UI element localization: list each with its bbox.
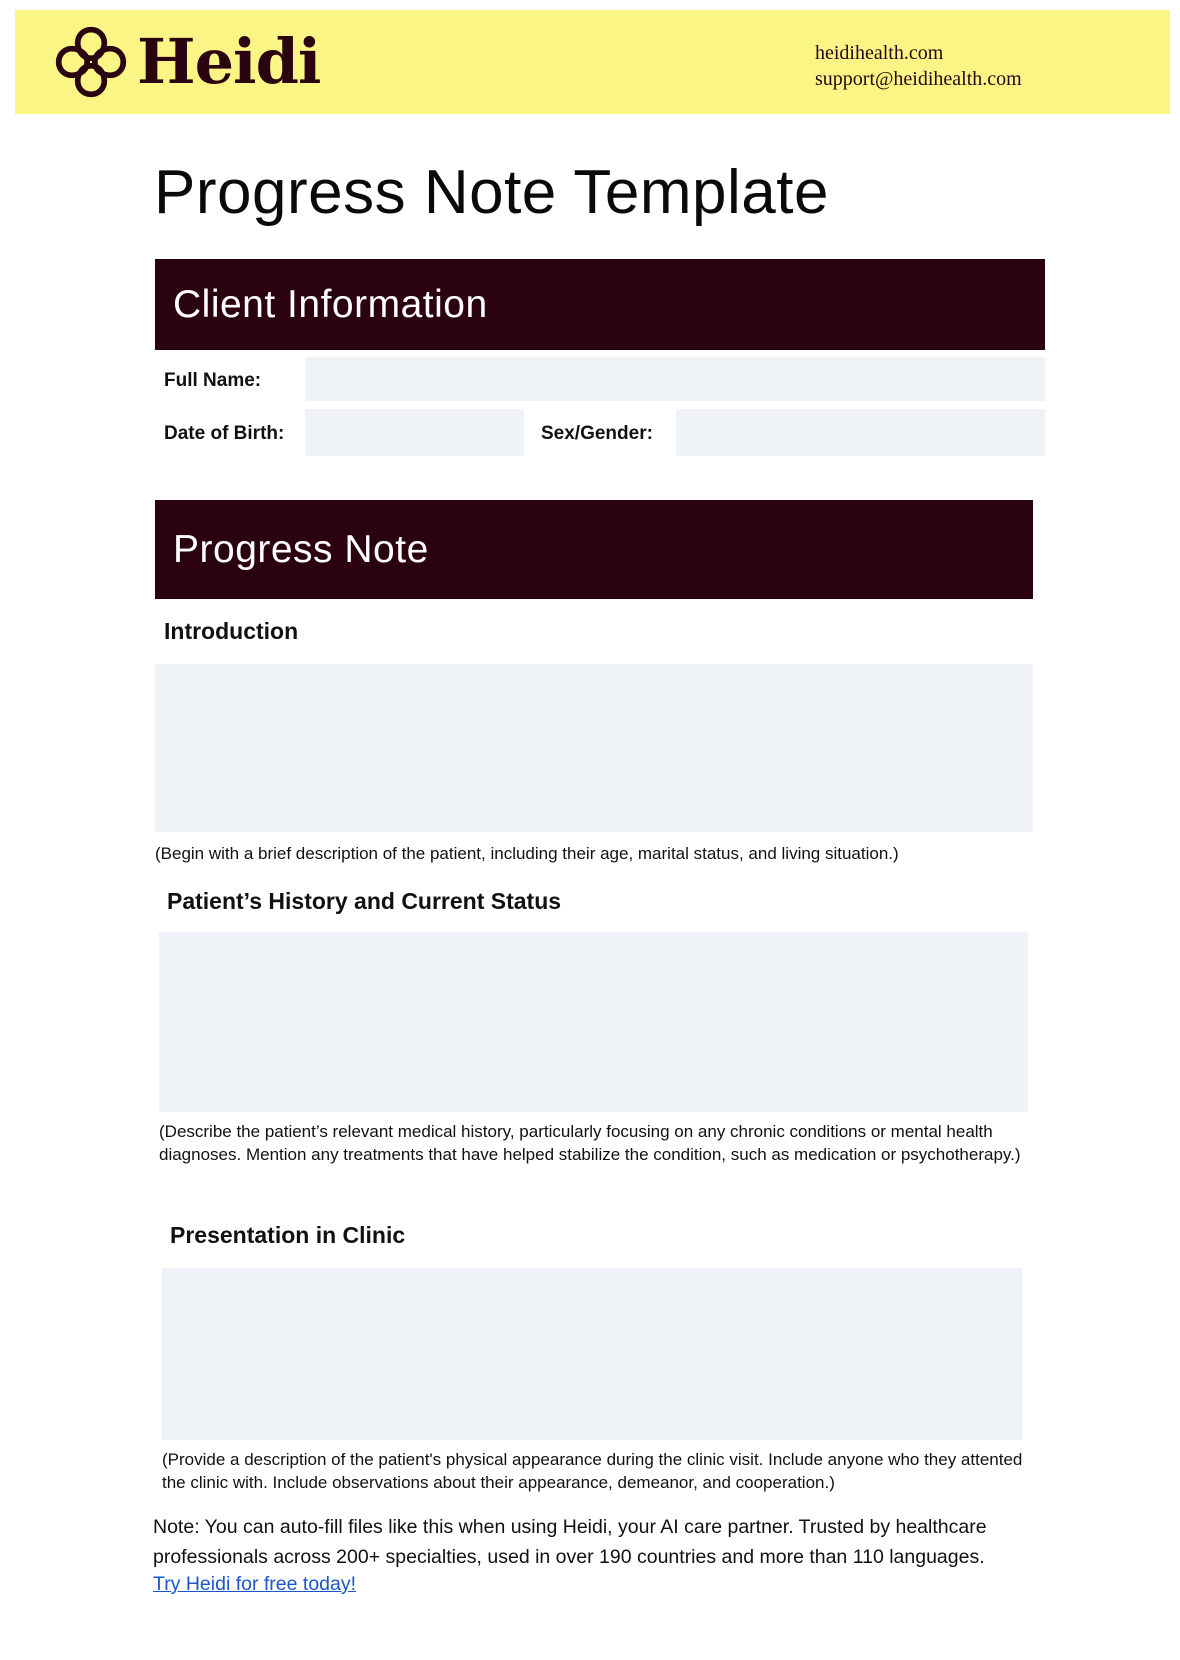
progress-note-heading: Progress Note <box>173 527 429 571</box>
presentation-field[interactable] <box>162 1268 1022 1440</box>
brand-name: Heidi <box>137 25 321 98</box>
introduction-heading: Introduction <box>164 618 299 644</box>
support-email-link[interactable]: support@heidihealth.com <box>815 68 1022 90</box>
full-name-field[interactable] <box>305 357 1045 401</box>
full-name-label: Full Name: <box>164 370 262 391</box>
date-of-birth-label: Date of Birth: <box>164 423 285 444</box>
presentation-hint: (Provide a description of the patient's physical appearance during the clinic visit. Include anyone who they attented the clinic with. Include observations about their appearance, demeanor, and cooperation.) <box>162 1450 1023 1492</box>
heidi-quatrefoil-icon <box>53 24 129 100</box>
sex-gender-label: Sex/Gender: <box>541 423 653 444</box>
contact-info <box>815 40 1022 92</box>
presentation-heading: Presentation in Clinic <box>170 1222 406 1248</box>
website-link[interactable]: heidihealth.com <box>815 42 944 64</box>
client-information-header <box>155 259 1045 350</box>
history-hint: (Describe the patient’s relevant medical history, particularly focusing on any chronic conditions or mental health diagnoses. Mention any treatments that have helped stabilize the condition, such as medication or psychotherapy.) <box>159 1122 1021 1164</box>
footer-note: Note: You can auto-fill files like this when using Heidi, your AI care partner. Trusted by healthcare professionals across 200+ specialties, used in over 190 countries and more than 110 languages. <box>153 1516 987 1568</box>
date-of-birth-field[interactable] <box>305 409 524 456</box>
history-field[interactable] <box>159 932 1028 1112</box>
introduction-hint: (Begin with a brief description of the patient, including their age, marital status, and living situation.) <box>155 844 899 863</box>
introduction-field[interactable] <box>155 664 1033 832</box>
try-heidi-link[interactable]: Try Heidi for free today! <box>153 1573 357 1595</box>
history-heading: Patient’s History and Current Status <box>167 888 562 914</box>
progress-note-header <box>155 500 1033 599</box>
header-banner <box>15 10 1170 114</box>
sex-gender-field[interactable] <box>676 409 1045 456</box>
page-title: Progress Note Template <box>154 158 829 227</box>
client-information-heading: Client Information <box>173 282 488 326</box>
heidi-logo[interactable] <box>53 24 320 100</box>
